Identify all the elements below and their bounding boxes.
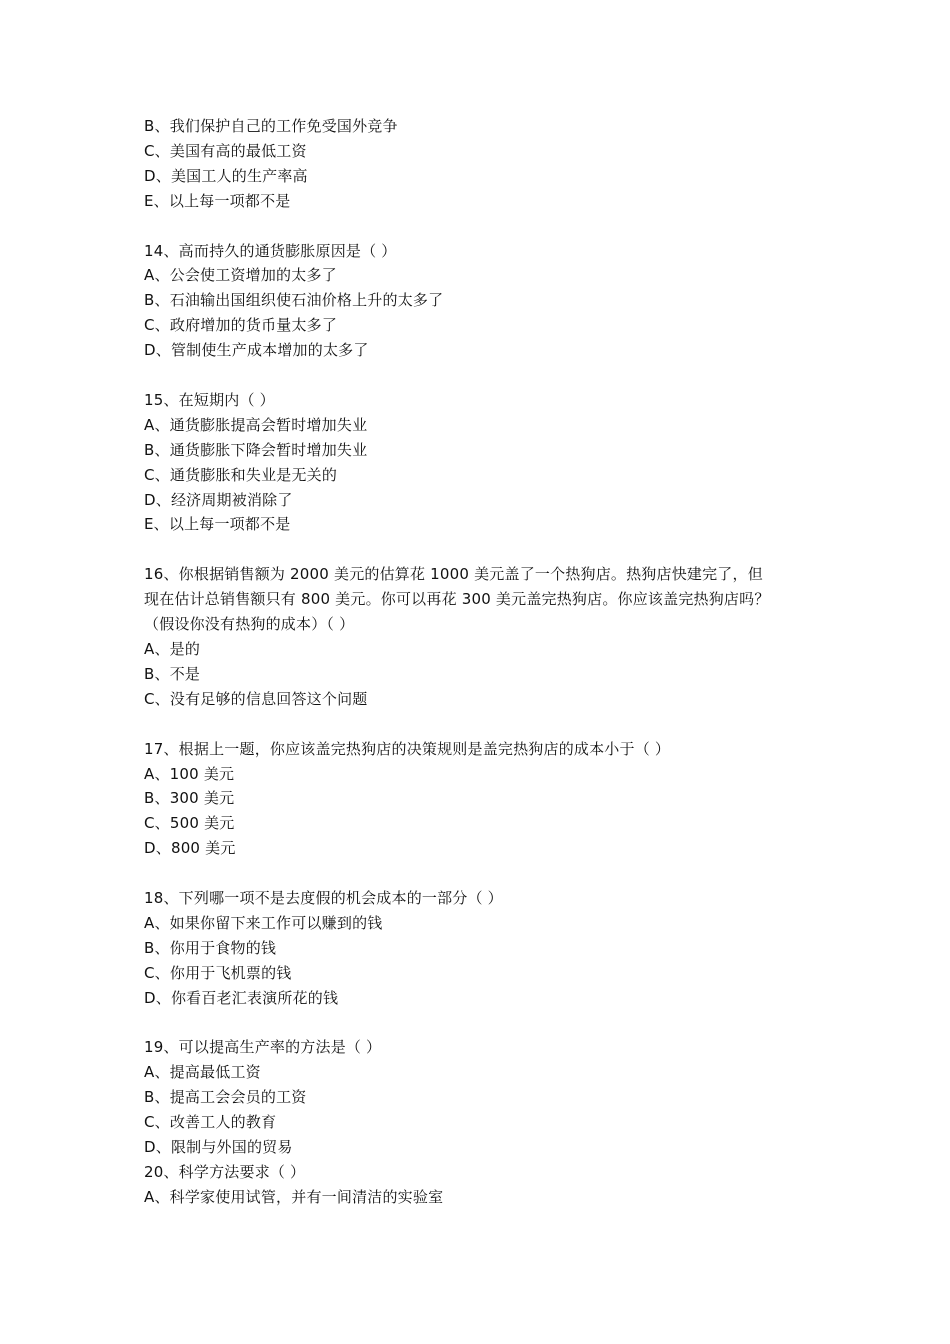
question-stem-line-1: 16、你根据销售额为 2000 美元的估算花 1000 美元盖了一个热狗店。热狗店快建完了，但 xyxy=(144,565,763,584)
question-19 xyxy=(144,1035,814,1160)
question-stem: 20、科学方法要求（ ） xyxy=(144,1162,306,1181)
option-c: C、通货膨胀和失业是无关的 xyxy=(144,465,338,484)
question-stem: 19、可以提高生产率的方法是（ ） xyxy=(144,1038,382,1057)
option-d: D、美国工人的生产率高 xyxy=(144,166,308,185)
question-stem: 15、在短期内（ ） xyxy=(144,390,275,409)
question-20 xyxy=(144,1160,814,1210)
question-stem-line-2: 现在估计总销售额只有 800 美元。你可以再花 300 美元盖完热狗店。你应该盖完热狗店吗？ xyxy=(144,590,770,609)
question-stem: 17、根据上一题，你应该盖完热狗店的决策规则是盖完热狗店的成本小于（ ） xyxy=(144,739,671,758)
question-list xyxy=(144,114,814,1210)
option-d: D、800 美元 xyxy=(144,839,236,858)
option-d: D、管制使生产成本增加的太多了 xyxy=(144,341,369,360)
question-13-options xyxy=(144,114,814,214)
option-d: D、经济周期被消除了 xyxy=(144,490,293,509)
option-a: A、提高最低工资 xyxy=(144,1063,261,1082)
option-b: B、提高工会会员的工资 xyxy=(144,1088,307,1107)
question-15 xyxy=(144,388,814,537)
option-a: A、通货膨胀提高会暂时增加失业 xyxy=(144,415,368,434)
option-a: A、100 美元 xyxy=(144,764,235,783)
option-c: C、美国有高的最低工资 xyxy=(144,141,307,160)
option-b: B、300 美元 xyxy=(144,789,235,808)
question-18 xyxy=(144,886,814,1011)
option-e: E、以上每一项都不是 xyxy=(144,191,291,210)
option-e: E、以上每一项都不是 xyxy=(144,515,291,534)
option-d: D、限制与外国的贸易 xyxy=(144,1138,293,1157)
option-a: A、是的 xyxy=(144,639,201,658)
question-stem: 14、高而持久的通货膨胀原因是（ ） xyxy=(144,241,397,260)
question-stem-line-3: （假设你没有热狗的成本）（ ） xyxy=(144,615,355,634)
question-stem: 18、下列哪一项不是去度假的机会成本的一部分（ ） xyxy=(144,889,503,908)
option-c: C、你用于飞机票的钱 xyxy=(144,963,292,982)
option-b: B、通货膨胀下降会暂时增加失业 xyxy=(144,440,368,459)
option-b: B、不是 xyxy=(144,664,201,683)
question-16 xyxy=(144,562,814,711)
option-a: A、科学家使用试管，并有一间清洁的实验室 xyxy=(144,1187,444,1206)
option-b: B、我们保护自己的工作免受国外竞争 xyxy=(144,117,398,135)
option-a: A、公会使工资增加的太多了 xyxy=(144,266,337,285)
option-d: D、你看百老汇表演所花的钱 xyxy=(144,988,339,1007)
option-c: C、政府增加的货币量太多了 xyxy=(144,316,338,335)
question-17 xyxy=(144,737,814,862)
option-c: C、改善工人的教育 xyxy=(144,1113,277,1132)
option-b: B、石油输出国组织使石油价格上升的太多了 xyxy=(144,291,444,310)
question-14 xyxy=(144,239,814,364)
option-a: A、如果你留下来工作可以赚到的钱 xyxy=(144,913,383,932)
option-c: C、500 美元 xyxy=(144,814,235,833)
option-b: B、你用于食物的钱 xyxy=(144,938,277,957)
option-c: C、没有足够的信息回答这个问题 xyxy=(144,689,368,708)
